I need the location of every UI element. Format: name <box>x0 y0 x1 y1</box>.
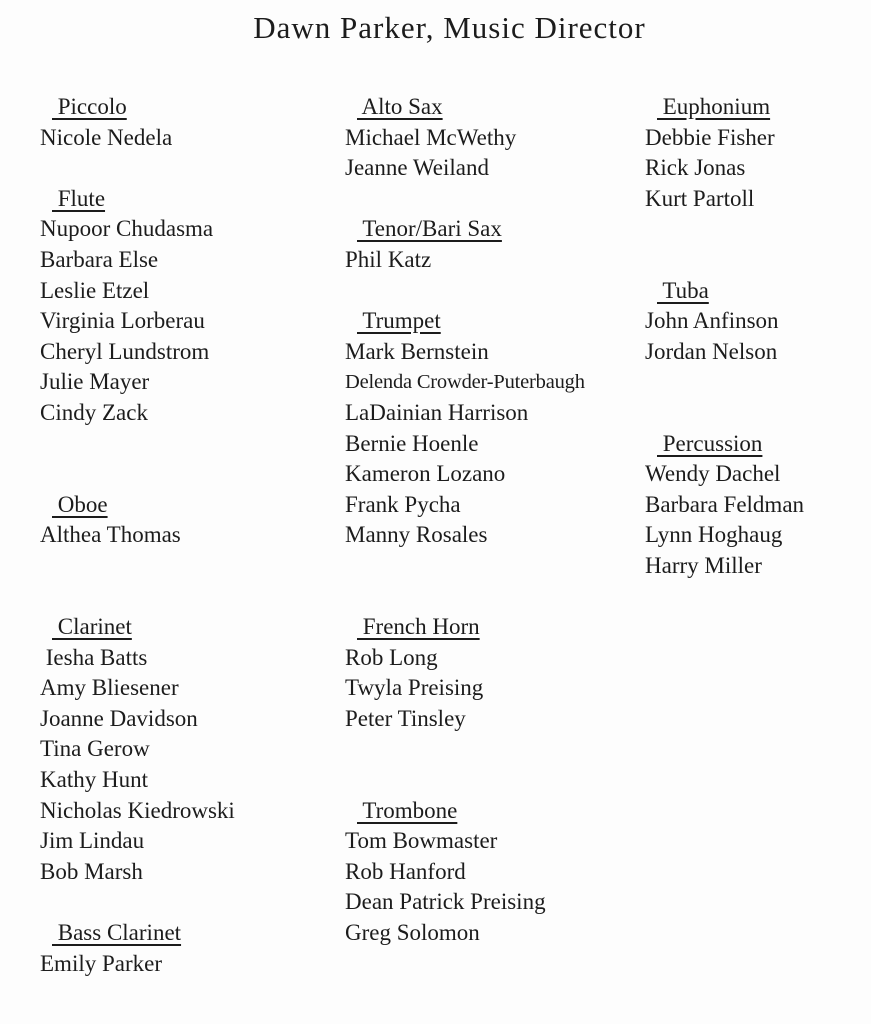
member-name: Tina Gerow <box>40 736 150 762</box>
section-title: Tenor/Bari Sax <box>357 216 502 242</box>
instrument-section <box>40 92 345 153</box>
member-name: Joanne Davidson <box>40 705 198 731</box>
section-header <box>345 612 645 643</box>
member-name: Emily Parker <box>40 950 162 976</box>
member-name: Virginia Lorberau <box>40 308 205 334</box>
instrument-section <box>645 92 871 214</box>
section-header <box>345 214 645 245</box>
member-name: Kurt Partoll <box>645 185 755 211</box>
member-name: Cindy Zack <box>40 399 148 425</box>
section-header <box>345 796 645 827</box>
instrument-section <box>345 306 645 551</box>
member-name: Kameron Lozano <box>345 461 506 487</box>
section-title: Trumpet <box>357 308 441 334</box>
member-name: Phil Katz <box>345 246 432 272</box>
instrument-section <box>645 429 871 582</box>
member-name: Barbara Feldman <box>645 491 805 517</box>
section-header <box>345 306 645 337</box>
member-name: Delenda Crowder-Puterbaugh <box>345 371 585 394</box>
member-name: Jeanne Weiland <box>345 155 489 181</box>
instrument-section <box>40 918 345 979</box>
section-title: French Horn <box>357 614 480 640</box>
member-name: Jordan Nelson <box>645 338 778 364</box>
section-title: Bass Clarinet <box>52 920 182 946</box>
member-name: Peter Tinsley <box>345 705 466 731</box>
member-name: Frank Pycha <box>345 491 461 517</box>
member-name: Debbie Fisher <box>645 124 775 150</box>
instrument-section <box>40 184 345 429</box>
instrument-section <box>345 214 645 275</box>
member-name: John Anfinson <box>645 308 779 334</box>
member-name: Rob Hanford <box>345 858 466 884</box>
member-name: Leslie Etzel <box>40 277 150 303</box>
member-name: Twyla Preising <box>345 675 484 701</box>
instrument-section <box>345 796 645 949</box>
member-name: Tom Bowmaster <box>345 828 498 854</box>
section-title: Flute <box>52 185 106 211</box>
page-title: Dawn Parker, Music Director <box>253 10 646 45</box>
section-title: Oboe <box>52 491 108 517</box>
roster-column-3 <box>645 92 871 582</box>
member-name: Bernie Hoenle <box>345 430 479 456</box>
member-name: Rob Long <box>345 644 438 670</box>
member-name: Nicole Nedela <box>40 124 173 150</box>
section-header <box>40 612 345 643</box>
section-title: Tuba <box>657 277 709 303</box>
member-name: Wendy Dachel <box>645 461 781 487</box>
section-header <box>40 918 345 949</box>
section-header <box>40 184 345 215</box>
member-name: LaDainian Harrison <box>345 399 529 425</box>
member-name: Julie Mayer <box>40 369 150 395</box>
member-name: Harry Miller <box>645 552 762 578</box>
instrument-section <box>345 92 645 184</box>
member-name: Manny Rosales <box>345 522 488 548</box>
roster-columns <box>0 92 871 979</box>
member-name: Amy Bliesener <box>40 675 179 701</box>
member-name: Barbara Else <box>40 246 159 272</box>
instrument-section <box>40 612 345 887</box>
member-name: Iesha Batts <box>40 644 148 670</box>
member-name: Nicholas Kiedrowski <box>40 797 235 823</box>
member-name: Jim Lindau <box>40 828 145 854</box>
section-header <box>645 276 871 307</box>
member-name: Mark Bernstein <box>345 338 489 364</box>
section-title: Clarinet <box>52 614 132 640</box>
member-name: Dean Patrick Preising <box>345 889 546 915</box>
member-name: Bob Marsh <box>40 858 143 884</box>
section-header <box>645 429 871 460</box>
member-name: Cheryl Lundstrom <box>40 338 210 364</box>
section-header <box>345 92 645 123</box>
member-name: Michael McWethy <box>345 124 517 150</box>
instrument-section <box>345 612 645 734</box>
member-name: Nupoor Chudasma <box>40 216 214 242</box>
section-title: Piccolo <box>52 94 127 119</box>
roster-column-2 <box>345 92 645 949</box>
instrument-section <box>645 276 871 368</box>
section-header <box>40 92 345 123</box>
member-name: Greg Solomon <box>345 920 480 946</box>
instrument-section <box>40 490 345 551</box>
section-header <box>40 490 345 521</box>
section-title: Euphonium <box>657 94 771 119</box>
member-name: Kathy Hunt <box>40 767 148 793</box>
section-header <box>645 92 871 123</box>
section-title: Trombone <box>357 797 458 823</box>
member-name: Althea Thomas <box>40 522 181 548</box>
member-name: Rick Jonas <box>645 155 746 181</box>
section-title: Alto Sax <box>357 94 443 119</box>
roster-column-1 <box>40 92 345 979</box>
section-title: Percussion <box>657 430 763 456</box>
member-name: Lynn Hoghaug <box>645 522 783 548</box>
